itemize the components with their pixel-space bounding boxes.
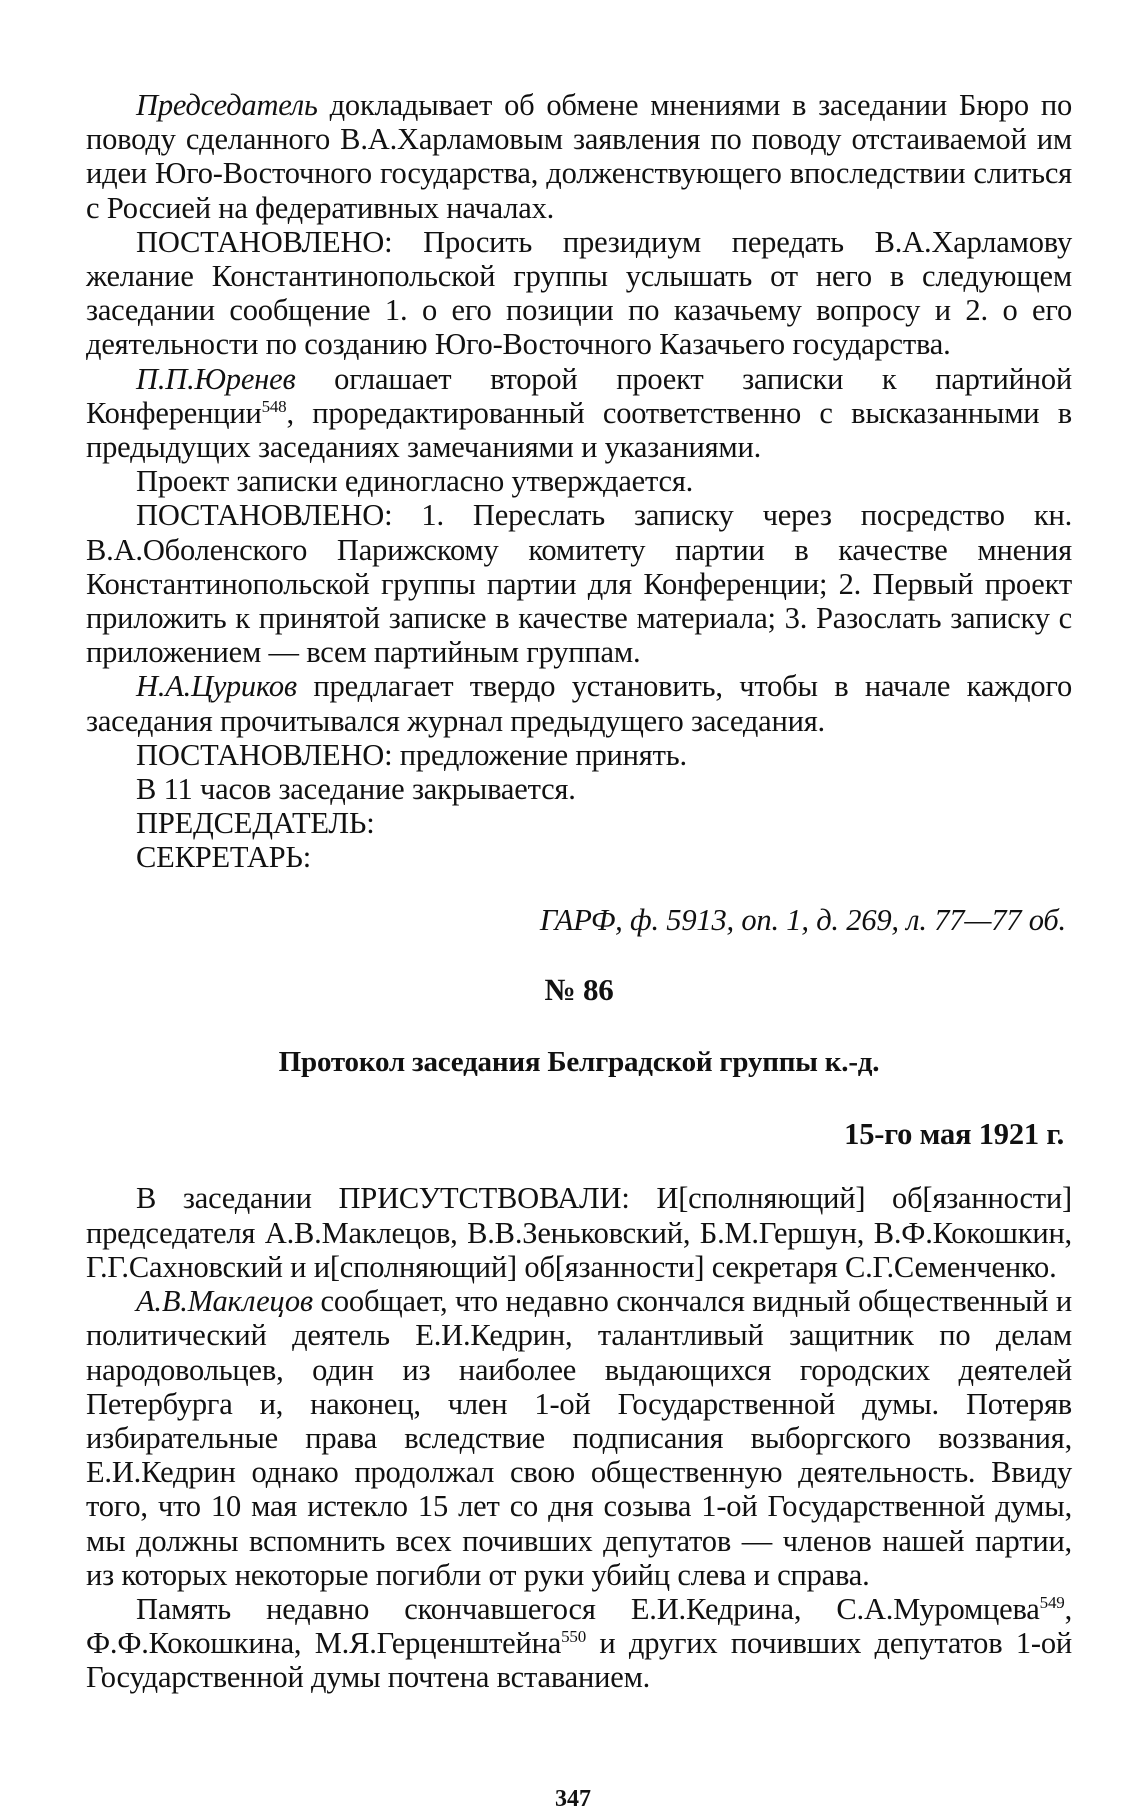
chairman-signature-line: ПРЕДСЕДАТЕЛЬ: [136,806,375,841]
paragraph-text: оглашает второй проект записки к партийной Конференции [86,361,1072,430]
paragraph-text: сообщает, что недавно скончался видный общественный и политический деятель Е.И.Кедрин, талантливый защитник по делам народовольцев, один из наиболее выдающихся городских деятелей Петербурга и, наконец, член 1-ой Государственной думы. Потеряв избирательные права вследствие подписания выборгского воззвания, Е.И.Кедрин однако продолжал свою общественную деятельность. Ввиду того, что 10 мая истекло 15 лет со дня созыва 1-ой Государственной думы, мы должны вспомнить всех почивших депутатов — членов нашей партии, из которых некоторые погибли от руки убийц слева и справа. [86,1284,1072,1592]
paragraph-text: , проредактированный соответственно с высказанными в предыдущих заседаниях замечаниями и указаниями. [86,395,1072,465]
paragraph-maklecov [86,1284,1072,1592]
paragraph-text: докладывает об обмене мнениями в заседании Бюро по поводу сделанного В.А.Харламовым заявления по поводу отстаиваемой им идеи Юго-Восточного государства, долженствующего впоследствии слиться с Россией на федеративных началах. [86,88,1072,225]
paragraph-chairman-report [86,88,1072,225]
paragraph-approval: Проект записки единогласно утверждается. [136,464,694,499]
archive-reference: ГАРФ, ф. 5913, оп. 1, д. 269, л. 77—77 об. [539,902,1066,937]
resolution-accept: ПОСТАНОВЛЕНО: предложение принять. [136,737,687,772]
paragraph-text: предлагает твердо установить, чтобы в начале каждого заседания прочитывался журнал предыдущего заседания. [86,669,1072,738]
document-date: 15-го мая 1921 г. [844,1117,1064,1152]
secretary-signature-line: СЕКРЕТАРЬ: [136,840,311,875]
footnote-ref-548: 548 [261,396,287,416]
document-title: Протокол заседания Белградской группы к.-д. [278,1046,880,1079]
attendees-paragraph: В заседании ПРИСУТСТВОВАЛИ: И[сполняющий] об[язанности] председателя А.В.Маклецов, В.В.Зеньковский, Б.М.Гершун, В.Ф.Кокошкин, Г.Г.Сахновский и и[сполняющий] об[язанности] секретаря С.Г.Семенченко. [86,1181,1072,1284]
speaker-yurenev: П.П.Юренев [136,361,296,396]
document-page [86,88,1072,1695]
page-number: 347 [555,1786,591,1812]
paragraph-text: Память недавно скончавшегося Е.И.Кедрина, С.А.Муромцева [136,1591,1040,1626]
footnote-ref-549: 549 [1039,1592,1065,1612]
paragraph-tsurikov [86,669,1072,737]
paragraph-memorial [86,1592,1072,1695]
speaker-maklecov: А.В.Маклецов [136,1284,313,1319]
footnote-ref-550: 550 [561,1627,586,1647]
paragraph-text: , Ф.Ф.Кокошкина, М.Я.Герценштейна [86,1591,1072,1661]
paragraph-yurenev [86,362,1072,465]
resolution-memo: ПОСТАНОВЛЕНО: 1. Переслать записку через посредство кн. В.А.Оболенского Парижскому комитету партии в качестве мнения Константинопольской группы партии для Конференции; 2. Первый проект приложить к принятой записке в качестве материала; 3. Разослать записку с приложением — всем партийным группам. [86,498,1072,670]
paragraph-text: и других почивших депутатов 1-ой Государственной думы почтена вставанием. [86,1626,1072,1695]
speaker-chairman: Председатель [136,88,318,122]
resolution-kharlamov: ПОСТАНОВЛЕНО: Просить президиум передать В.А.Харламову желание Константинопольской группы услышать от него в следующем заседании сообщение 1. о его позиции по казачьему вопросу и 2. о его деятельности по созданию Юго-Восточного Казачьего государства. [86,224,1072,362]
meeting-closed: В 11 часов заседание закрывается. [136,772,576,807]
document-number: № 86 [544,971,614,1007]
speaker-tsurikov: Н.А.Цуриков [136,669,297,704]
